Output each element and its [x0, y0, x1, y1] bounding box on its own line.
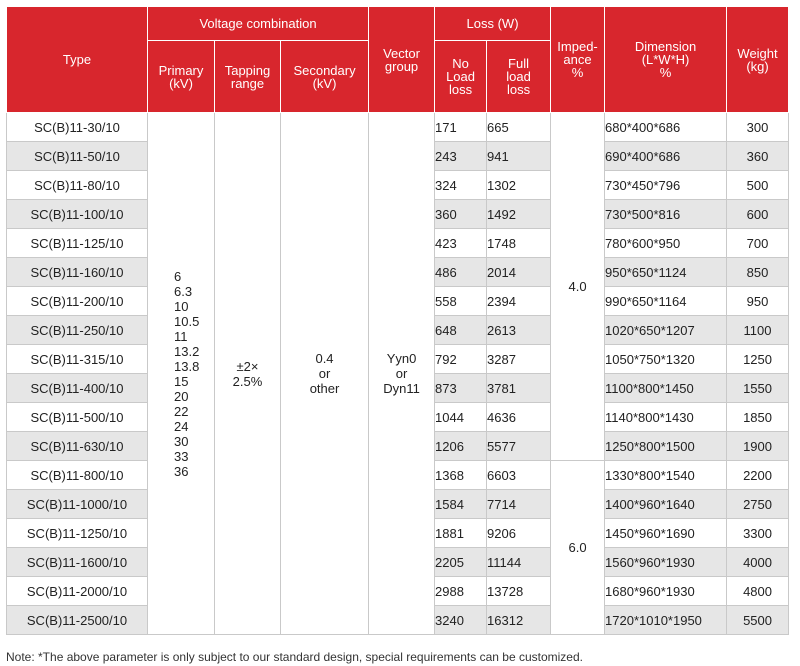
- cell-type: SC(B)11-125/10: [7, 229, 148, 258]
- cell-weight: 1100: [727, 316, 789, 345]
- cell-dimension: 1330*800*1540: [605, 461, 727, 490]
- cell-impedance: 6.0: [551, 461, 605, 635]
- cell-weight: 1250: [727, 345, 789, 374]
- cell-full-load-loss: 11144: [487, 548, 551, 577]
- cell-full-load-loss: 1302: [487, 171, 551, 200]
- cell-weight: 700: [727, 229, 789, 258]
- cell-no-load-loss: 171: [435, 113, 487, 142]
- cell-full-load-loss: 7714: [487, 490, 551, 519]
- cell-full-load-loss: 6603: [487, 461, 551, 490]
- cell-full-load-loss: 9206: [487, 519, 551, 548]
- cell-type: SC(B)11-50/10: [7, 142, 148, 171]
- cell-type: SC(B)11-400/10: [7, 374, 148, 403]
- header-vector-group: Vector group: [369, 7, 435, 113]
- cell-no-load-loss: 360: [435, 200, 487, 229]
- cell-type: SC(B)11-630/10: [7, 432, 148, 461]
- cell-weight: 2200: [727, 461, 789, 490]
- cell-no-load-loss: 324: [435, 171, 487, 200]
- spec-table-body: [7, 113, 789, 635]
- cell-full-load-loss: 4636: [487, 403, 551, 432]
- cell-dimension: 680*400*686: [605, 113, 727, 142]
- cell-type: SC(B)11-2000/10: [7, 577, 148, 606]
- transformer-spec-table: [6, 6, 789, 635]
- header-dimension: Dimension (L*W*H) %: [605, 7, 727, 113]
- cell-no-load-loss: 3240: [435, 606, 487, 635]
- cell-weight: 950: [727, 287, 789, 316]
- cell-full-load-loss: 16312: [487, 606, 551, 635]
- cell-dimension: 730*500*816: [605, 200, 727, 229]
- cell-dimension: 950*650*1124: [605, 258, 727, 287]
- cell-primary-voltages: 6 6.3 10 10.5 11 13.2 13.8 15 20 22 24 30 33 36: [148, 113, 215, 635]
- cell-no-load-loss: 1044: [435, 403, 487, 432]
- cell-secondary-voltage: 0.4 or other: [281, 113, 369, 635]
- cell-weight: 4000: [727, 548, 789, 577]
- header-primary: Primary (kV): [148, 41, 215, 113]
- cell-dimension: 1560*960*1930: [605, 548, 727, 577]
- cell-weight: 850: [727, 258, 789, 287]
- cell-dimension: 1720*1010*1950: [605, 606, 727, 635]
- cell-vector-group: Yyn0 or Dyn11: [369, 113, 435, 635]
- cell-dimension: 1050*750*1320: [605, 345, 727, 374]
- cell-weight: 3300: [727, 519, 789, 548]
- cell-dimension: 1020*650*1207: [605, 316, 727, 345]
- cell-type: SC(B)11-500/10: [7, 403, 148, 432]
- cell-no-load-loss: 486: [435, 258, 487, 287]
- header-loss: Loss (W): [435, 7, 551, 41]
- cell-no-load-loss: 423: [435, 229, 487, 258]
- cell-no-load-loss: 792: [435, 345, 487, 374]
- cell-type: SC(B)11-100/10: [7, 200, 148, 229]
- cell-type: SC(B)11-1600/10: [7, 548, 148, 577]
- cell-no-load-loss: 2988: [435, 577, 487, 606]
- cell-no-load-loss: 1368: [435, 461, 487, 490]
- cell-type: SC(B)11-200/10: [7, 287, 148, 316]
- cell-weight: 300: [727, 113, 789, 142]
- cell-type: SC(B)11-315/10: [7, 345, 148, 374]
- cell-full-load-loss: 2394: [487, 287, 551, 316]
- table-row: [7, 113, 789, 142]
- header-full-load-loss: Full load loss: [487, 41, 551, 113]
- cell-full-load-loss: 5577: [487, 432, 551, 461]
- cell-weight: 500: [727, 171, 789, 200]
- cell-dimension: 1100*800*1450: [605, 374, 727, 403]
- header-secondary: Secondary (kV): [281, 41, 369, 113]
- cell-full-load-loss: 1492: [487, 200, 551, 229]
- footnote: Note: *The above parameter is only subject to our standard design, special requirements can be customized.: [6, 650, 583, 664]
- cell-full-load-loss: 2014: [487, 258, 551, 287]
- cell-dimension: 1450*960*1690: [605, 519, 727, 548]
- cell-no-load-loss: 873: [435, 374, 487, 403]
- cell-no-load-loss: 2205: [435, 548, 487, 577]
- cell-dimension: 1680*960*1930: [605, 577, 727, 606]
- cell-weight: 1900: [727, 432, 789, 461]
- cell-weight: 2750: [727, 490, 789, 519]
- cell-no-load-loss: 1206: [435, 432, 487, 461]
- cell-type: SC(B)11-1250/10: [7, 519, 148, 548]
- cell-type: SC(B)11-160/10: [7, 258, 148, 287]
- cell-weight: 1850: [727, 403, 789, 432]
- cell-full-load-loss: 665: [487, 113, 551, 142]
- cell-weight: 1550: [727, 374, 789, 403]
- cell-dimension: 690*400*686: [605, 142, 727, 171]
- cell-dimension: 1140*800*1430: [605, 403, 727, 432]
- cell-no-load-loss: 1584: [435, 490, 487, 519]
- cell-impedance: 4.0: [551, 113, 605, 461]
- cell-type: SC(B)11-250/10: [7, 316, 148, 345]
- header-voltage-combination: Voltage combination: [148, 7, 369, 41]
- header-weight: Weight (kg): [727, 7, 789, 113]
- cell-dimension: 990*650*1164: [605, 287, 727, 316]
- cell-no-load-loss: 1881: [435, 519, 487, 548]
- header-no-load-loss: No Load loss: [435, 41, 487, 113]
- cell-type: SC(B)11-800/10: [7, 461, 148, 490]
- cell-no-load-loss: 243: [435, 142, 487, 171]
- cell-weight: 4800: [727, 577, 789, 606]
- cell-weight: 360: [727, 142, 789, 171]
- cell-no-load-loss: 558: [435, 287, 487, 316]
- cell-tapping-range: ±2× 2.5%: [215, 113, 281, 635]
- cell-dimension: 1400*960*1640: [605, 490, 727, 519]
- header-impedance: Imped- ance %: [551, 7, 605, 113]
- cell-type: SC(B)11-2500/10: [7, 606, 148, 635]
- cell-type: SC(B)11-1000/10: [7, 490, 148, 519]
- cell-full-load-loss: 941: [487, 142, 551, 171]
- cell-weight: 600: [727, 200, 789, 229]
- cell-dimension: 780*600*950: [605, 229, 727, 258]
- header-tapping-range: Tapping range: [215, 41, 281, 113]
- cell-full-load-loss: 3781: [487, 374, 551, 403]
- cell-type: SC(B)11-80/10: [7, 171, 148, 200]
- cell-dimension: 1250*800*1500: [605, 432, 727, 461]
- header-type: Type: [7, 7, 148, 113]
- cell-full-load-loss: 13728: [487, 577, 551, 606]
- cell-no-load-loss: 648: [435, 316, 487, 345]
- cell-weight: 5500: [727, 606, 789, 635]
- cell-type: SC(B)11-30/10: [7, 113, 148, 142]
- cell-full-load-loss: 3287: [487, 345, 551, 374]
- cell-full-load-loss: 2613: [487, 316, 551, 345]
- cell-dimension: 730*450*796: [605, 171, 727, 200]
- cell-full-load-loss: 1748: [487, 229, 551, 258]
